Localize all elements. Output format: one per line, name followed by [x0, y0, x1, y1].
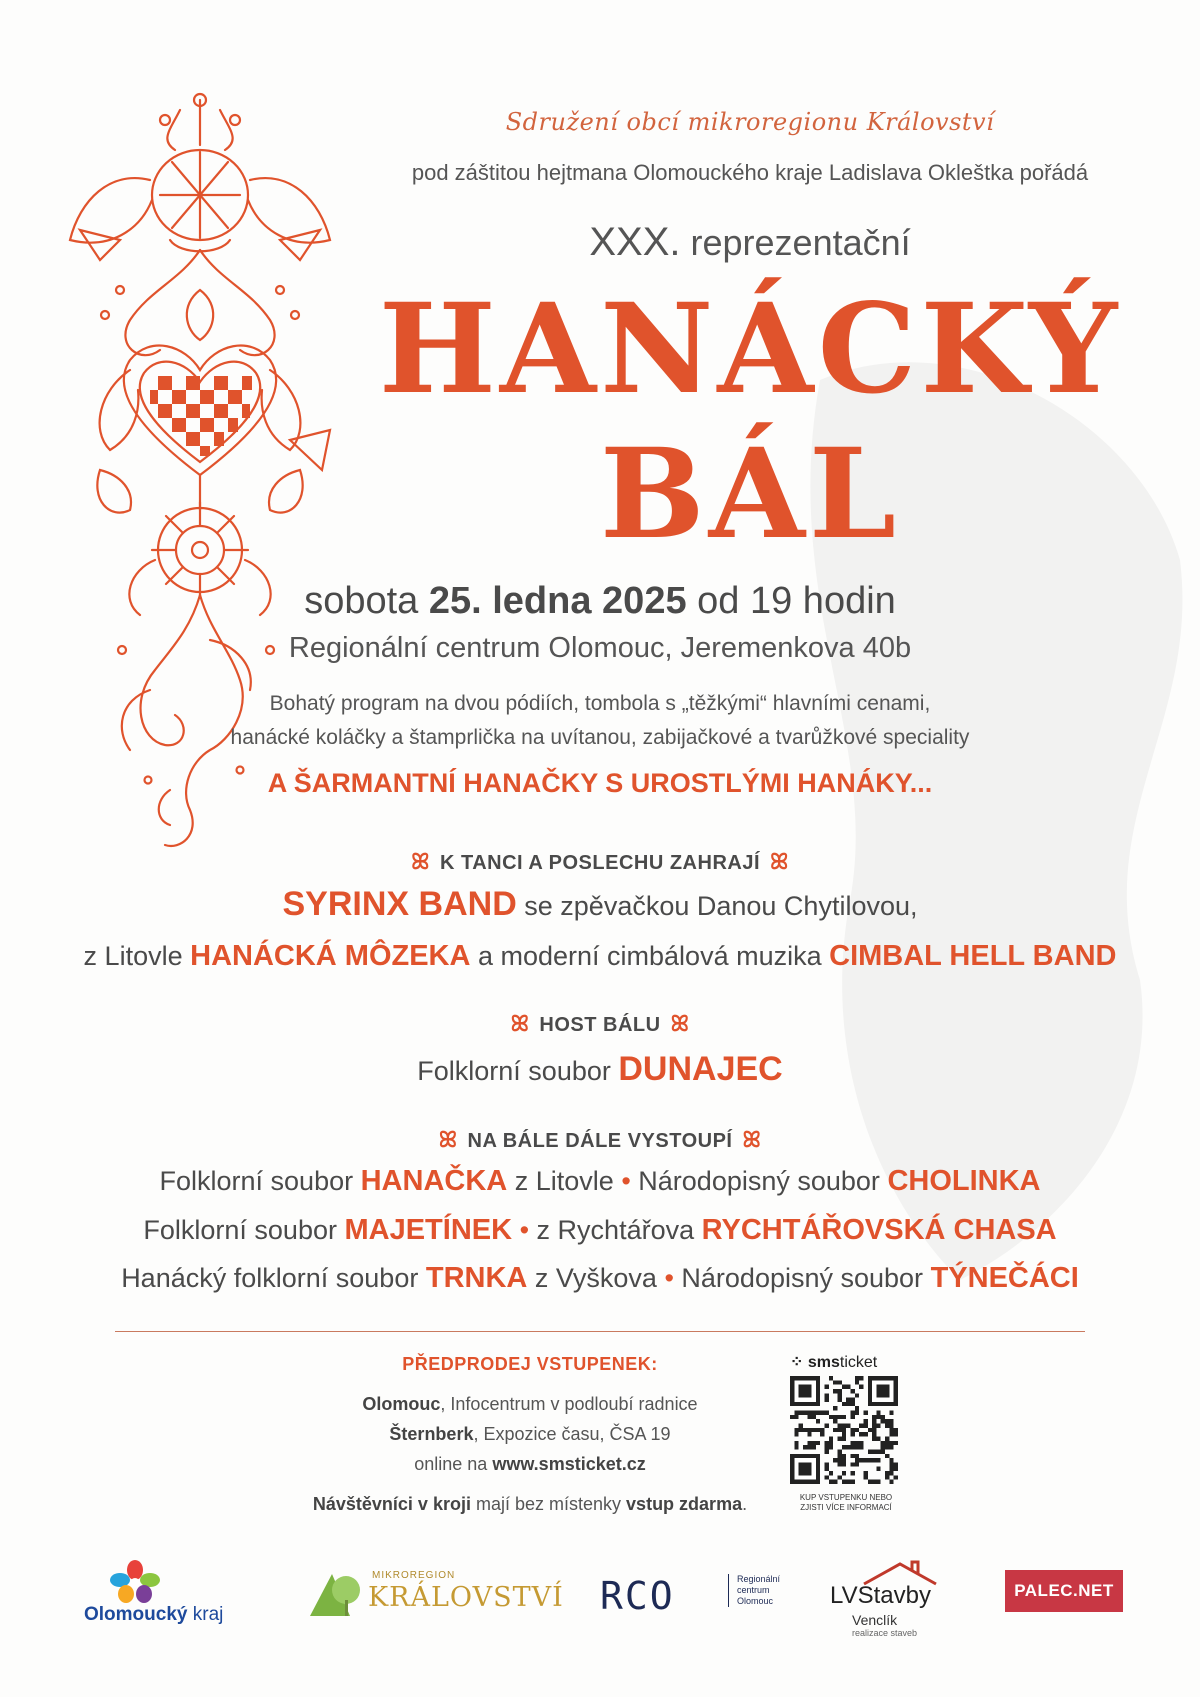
qr-module — [816, 1411, 820, 1415]
qr-module — [807, 1432, 811, 1436]
performer-hanacka: HANAČKA — [360, 1165, 508, 1197]
qr-module — [838, 1398, 842, 1402]
qr-module — [846, 1424, 850, 1428]
qr-module — [889, 1424, 893, 1428]
performer-rychtarovska-chasa: RYCHTÁŘOVSKÁ CHASA — [701, 1214, 1057, 1246]
qr-module — [842, 1428, 846, 1432]
charm-line: A ŠARMANTNÍ HANAČKY S UROSTLÝMI HANÁKY... — [267, 768, 933, 798]
qr-module — [794, 1432, 798, 1436]
qr-module — [842, 1402, 846, 1406]
qr-module — [889, 1458, 893, 1462]
qr-finder — [876, 1385, 889, 1398]
qr-module — [825, 1441, 829, 1445]
qr-module — [855, 1411, 859, 1415]
organizer-name: Sdružení obcí mikroregionu Království — [505, 108, 995, 136]
qr-module — [876, 1449, 880, 1453]
qr-module — [863, 1411, 867, 1415]
qr-module — [825, 1393, 829, 1397]
swirl-left-icon: ꕤ — [510, 1011, 530, 1036]
qr-module — [859, 1376, 863, 1380]
qr-caption: KUP VSTUPENKU NEBO ZJISTI VÍCE INFORMACÍ — [799, 1493, 893, 1512]
free-entry-end: . — [742, 1494, 748, 1514]
qr-module — [855, 1445, 859, 1449]
performer-trnka: TRNKA — [425, 1262, 528, 1294]
qr-module — [889, 1480, 893, 1484]
qr-module — [842, 1445, 846, 1449]
free-entry-what: vstup zdarma — [626, 1494, 743, 1514]
qr-module — [816, 1441, 820, 1445]
qr-module — [833, 1406, 837, 1410]
guest-name: DUNAJEC — [618, 1050, 783, 1088]
rco-logo — [600, 1560, 790, 1630]
qr-module — [881, 1441, 885, 1445]
qr-module — [872, 1428, 876, 1432]
qr-module — [794, 1428, 798, 1432]
event-date — [0, 580, 1200, 623]
band-mozeka-origin: z Litovle — [83, 941, 183, 971]
event-title-line2: BÁL — [599, 422, 901, 567]
swirl-left-icon: ꕤ — [411, 849, 430, 874]
sms-brand-b: ticket — [839, 1354, 878, 1371]
rco-line-3: Olomouc — [737, 1596, 774, 1606]
qr-module — [825, 1449, 829, 1453]
presale-online — [270, 1454, 790, 1475]
qr-module — [842, 1385, 846, 1389]
qr-module — [889, 1462, 893, 1466]
qr-module — [889, 1445, 893, 1449]
ok-word-2: kraj — [192, 1604, 224, 1625]
qr-module — [812, 1441, 816, 1445]
qr-module — [816, 1428, 820, 1432]
qr-module — [803, 1445, 807, 1449]
qr-module — [863, 1458, 867, 1462]
qr-module — [872, 1458, 876, 1462]
qr-module — [889, 1428, 893, 1432]
presale-place: , Infocentrum v podloubí radnice — [440, 1394, 698, 1414]
qr-module — [825, 1411, 829, 1415]
qr-module — [850, 1411, 854, 1415]
qr-module — [859, 1424, 863, 1428]
event-venue: Regionální centrum Olomouc, Jeremenkova 40b — [288, 632, 912, 664]
qr-module — [833, 1480, 837, 1484]
qr-module — [812, 1445, 816, 1449]
qr-module — [859, 1385, 863, 1389]
qr-module — [894, 1428, 898, 1432]
free-entry-who: Návštěvníci v kroji — [312, 1494, 471, 1514]
qr-module — [855, 1454, 859, 1458]
qr-module — [889, 1471, 893, 1475]
performers-heading — [0, 1127, 1200, 1153]
qr-module — [833, 1419, 837, 1423]
qr-module — [885, 1419, 889, 1423]
qr-module — [855, 1406, 859, 1410]
swirl-right-icon: ꕤ — [742, 1127, 762, 1152]
qr-module — [794, 1415, 798, 1419]
rco-caption — [728, 1574, 780, 1607]
palec-net-logo: PALEC.NET — [1005, 1570, 1123, 1612]
qr-module — [838, 1424, 842, 1428]
qr-module — [868, 1458, 872, 1462]
qr-module — [850, 1471, 854, 1475]
qr-module — [872, 1415, 876, 1419]
qr-module — [833, 1380, 837, 1384]
performer-origin: z Vyškova — [534, 1263, 657, 1293]
qr-module — [842, 1436, 846, 1440]
smsticket-link[interactable]: www.smsticket.cz — [492, 1454, 646, 1474]
qr-module — [838, 1415, 842, 1419]
qr-module — [842, 1458, 846, 1462]
qr-finder — [799, 1385, 812, 1398]
qr-module — [889, 1441, 893, 1445]
lv-tagline: realizace staveb — [852, 1628, 918, 1638]
qr-module — [842, 1480, 846, 1484]
qr-module — [885, 1454, 889, 1458]
qr-module — [872, 1480, 876, 1484]
qr-module — [829, 1441, 833, 1445]
qr-module — [885, 1436, 889, 1440]
qr-module — [794, 1441, 798, 1445]
qr-module — [894, 1475, 898, 1479]
qr-module — [863, 1432, 867, 1436]
kralovstvi-logo — [310, 1560, 564, 1630]
qr-module — [846, 1385, 850, 1389]
qr-module — [859, 1441, 863, 1445]
qr-module — [820, 1428, 824, 1432]
qr-module — [876, 1436, 880, 1440]
olomoucky-kraj-logo — [80, 1560, 270, 1630]
performer-origin: z Rychtářova — [536, 1215, 695, 1245]
qr-module — [799, 1411, 803, 1415]
bullet-separator: • — [621, 1166, 631, 1196]
qr-module — [889, 1432, 893, 1436]
qr-module — [838, 1449, 842, 1453]
sms-brand-a: sms — [807, 1354, 840, 1371]
qr-module — [850, 1462, 854, 1466]
presale-place: , Expozice času, ČSA 19 — [473, 1424, 671, 1444]
band-line-2 — [0, 940, 1200, 973]
qr-module — [850, 1432, 854, 1436]
qr-module — [838, 1454, 842, 1458]
event-title-line1: HANÁCKÝ — [378, 277, 1122, 422]
qr-module — [816, 1419, 820, 1423]
flower-icon — [100, 1560, 170, 1606]
qr-module — [829, 1415, 833, 1419]
qr-module — [833, 1389, 837, 1393]
qr-module — [833, 1415, 837, 1419]
bullet-separator: • — [519, 1215, 530, 1245]
sms-dots-icon: ⁘ — [790, 1354, 804, 1371]
band-cimbal-hell: CIMBAL HELL BAND — [829, 940, 1117, 972]
qr-module — [838, 1436, 842, 1440]
qr-module — [825, 1398, 829, 1402]
date-day: sobota — [304, 580, 419, 622]
qr-module — [863, 1419, 867, 1423]
qr-module — [855, 1462, 859, 1466]
qr-module — [881, 1415, 885, 1419]
qr-module — [850, 1389, 854, 1393]
date-time: od 19 hodin — [697, 580, 896, 622]
qr-finder — [799, 1462, 812, 1475]
smsticket-logo — [790, 1352, 910, 1372]
ok-word-1: Olomoucký — [84, 1604, 188, 1625]
qr-module — [825, 1385, 829, 1389]
qr-module — [894, 1432, 898, 1436]
qr-module — [885, 1445, 889, 1449]
performer-origin: z Litovle — [514, 1166, 614, 1196]
band-cimbal-desc: a moderní cimbálová muzika — [477, 941, 822, 971]
qr-module — [820, 1411, 824, 1415]
qr-module — [881, 1449, 885, 1453]
qr-module — [889, 1411, 893, 1415]
qr-module — [838, 1380, 842, 1384]
qr-module — [863, 1471, 867, 1475]
swirl-left-icon: ꕤ — [438, 1127, 458, 1152]
qr-module — [850, 1441, 854, 1445]
qr-module — [842, 1471, 846, 1475]
qr-module — [885, 1441, 889, 1445]
qr-module — [859, 1445, 863, 1449]
lv-stavby-logo — [830, 1560, 970, 1638]
performers-line-3 — [0, 1262, 1200, 1295]
qr-module — [876, 1458, 880, 1462]
qr-module — [820, 1432, 824, 1436]
qr-module — [838, 1389, 842, 1393]
qr-module — [872, 1424, 876, 1428]
presale-sternberk — [270, 1424, 790, 1445]
qr-module — [885, 1475, 889, 1479]
smsticket-block — [790, 1352, 910, 1513]
band-line-1 — [0, 885, 1200, 924]
qr-module — [868, 1428, 872, 1432]
qr-module — [833, 1428, 837, 1432]
program-line-2: hanácké koláčky a štamprlička na uvítanou, zabijačkové a tvarůžkové speciality — [230, 726, 970, 749]
lv-sub-block — [852, 1612, 917, 1638]
qr-module — [872, 1432, 876, 1436]
qr-module — [807, 1415, 811, 1419]
rco-line-2: centrum — [737, 1585, 770, 1595]
qr-module — [872, 1419, 876, 1423]
qr-module — [872, 1436, 876, 1440]
rco-mark: RCO — [600, 1574, 675, 1618]
qr-module — [807, 1411, 811, 1415]
guest-heading — [0, 1011, 1200, 1037]
performer-type: Národopisný soubor — [681, 1263, 924, 1293]
qr-module — [846, 1398, 850, 1402]
qr-module — [803, 1428, 807, 1432]
qr-module — [881, 1419, 885, 1423]
qr-module — [876, 1411, 880, 1415]
lv-venclik: Venclík — [852, 1612, 898, 1628]
performer-type: Národopisný soubor — [638, 1166, 880, 1196]
bullet-separator: • — [664, 1263, 674, 1293]
qr-module — [812, 1411, 816, 1415]
qr-module — [842, 1454, 846, 1458]
qr-module — [850, 1402, 854, 1406]
qr-module — [876, 1415, 880, 1419]
edition-line — [330, 220, 1170, 265]
qr-module — [868, 1480, 872, 1484]
qr-module — [855, 1376, 859, 1380]
qr-module — [825, 1424, 829, 1428]
kralovstvi-big: KRÁLOVSTVÍ — [368, 1582, 564, 1613]
qr-module — [863, 1475, 867, 1479]
guest-heading-text: HOST BÁLU — [539, 1014, 661, 1036]
qr-module — [838, 1475, 842, 1479]
qr-module — [829, 1471, 833, 1475]
qr-module — [838, 1428, 842, 1432]
qr-module — [850, 1398, 854, 1402]
swirl-right-icon: ꕤ — [770, 849, 789, 874]
qr-module — [790, 1415, 794, 1419]
edition-number: XXX. — [589, 220, 681, 264]
presale-online-label: online na — [414, 1454, 488, 1474]
patronage-line: pod záštitou hejtmana Olomouckého kraje Ladislava Okleštka pořádá — [411, 160, 1089, 185]
presale-olomouc — [270, 1394, 790, 1415]
performer-type: Folklorní soubor — [143, 1215, 337, 1245]
qr-module — [885, 1424, 889, 1428]
qr-module — [894, 1462, 898, 1466]
qr-module — [842, 1462, 846, 1466]
free-entry-note — [270, 1494, 790, 1515]
qr-module — [876, 1480, 880, 1484]
qr-module — [833, 1458, 837, 1462]
qr-module — [876, 1424, 880, 1428]
band-mozeka: HANÁCKÁ MÔZEKA — [190, 940, 471, 972]
rco-line-1: Regionální — [737, 1574, 781, 1584]
qr-module — [855, 1458, 859, 1462]
qr-module — [889, 1467, 893, 1471]
qr-module — [846, 1480, 850, 1484]
qr-module — [881, 1445, 885, 1449]
program-line-1: Bohatý program na dvou pódiích, tombola s „těžkými“ hlavními cenami, — [269, 692, 931, 715]
qr-module — [863, 1424, 867, 1428]
qr-module — [859, 1432, 863, 1436]
qr-module — [894, 1441, 898, 1445]
performer-type: Folklorní soubor — [159, 1166, 354, 1196]
qr-module — [825, 1475, 829, 1479]
date-main: 25. ledna 2025 — [428, 580, 687, 622]
qr-module — [859, 1458, 863, 1462]
free-entry-mid: mají bez místenky — [475, 1494, 622, 1514]
trees-icon — [310, 1568, 366, 1618]
qr-module — [803, 1411, 807, 1415]
music-heading — [0, 849, 1200, 875]
performers-heading-text: NA BÁLE DÁLE VYSTOUPÍ — [467, 1130, 733, 1152]
qr-module — [850, 1428, 854, 1432]
qr-module — [825, 1467, 829, 1471]
qr-module — [799, 1428, 803, 1432]
guest-line — [0, 1050, 1200, 1089]
qr-module — [850, 1480, 854, 1484]
qr-module — [885, 1471, 889, 1475]
band-syrinx: SYRINX BAND — [282, 885, 517, 923]
qr-module — [855, 1393, 859, 1397]
qr-module — [825, 1462, 829, 1466]
qr-module — [799, 1424, 803, 1428]
qr-module — [855, 1441, 859, 1445]
qr-module — [850, 1445, 854, 1449]
qr-module — [855, 1428, 859, 1432]
performer-cholinka: CHOLINKA — [887, 1165, 1041, 1197]
swirl-right-icon: ꕤ — [670, 1011, 690, 1036]
qr-module — [850, 1415, 854, 1419]
performer-tynecaci: TÝNEČÁCI — [930, 1262, 1079, 1294]
qr-module — [812, 1428, 816, 1432]
guest-type: Folklorní soubor — [417, 1056, 611, 1086]
qr-module — [872, 1449, 876, 1453]
edition-label: reprezentační — [690, 222, 911, 263]
performer-majetinek: MAJETÍNEK — [344, 1214, 513, 1246]
qr-module — [807, 1428, 811, 1432]
qr-module — [894, 1467, 898, 1471]
qr-module — [807, 1445, 811, 1449]
qr-module — [842, 1415, 846, 1419]
presale-city: Šternberk — [389, 1424, 474, 1444]
qr-module — [829, 1480, 833, 1484]
qr-module — [838, 1393, 842, 1397]
qr-module — [825, 1445, 829, 1449]
olomoucky-kraj-text — [84, 1604, 223, 1626]
presale-city: Olomouc — [362, 1394, 441, 1414]
qr-module — [807, 1441, 811, 1445]
qr-module — [812, 1415, 816, 1419]
qr-module — [842, 1432, 846, 1436]
qr-module — [829, 1436, 833, 1440]
qr-module — [855, 1380, 859, 1384]
lv-stavby-text: LVStavby — [830, 1582, 931, 1609]
band-syrinx-note: se zpěvačkou Danou Chytilovou, — [524, 891, 918, 921]
performers-line-2 — [0, 1214, 1200, 1247]
performers-line-1 — [0, 1165, 1200, 1198]
music-heading-text: K TANCI A POSLECHU ZAHRAJÍ — [439, 852, 761, 874]
divider — [115, 1331, 1085, 1332]
kralovstvi-small: MIKROREGION — [372, 1570, 456, 1581]
qr-module — [829, 1376, 833, 1380]
performer-type: Hanácký folklorní soubor — [121, 1263, 419, 1293]
qr-module — [868, 1449, 872, 1453]
qr-module — [842, 1424, 846, 1428]
qr-code-icon[interactable] — [790, 1376, 898, 1484]
qr-module — [850, 1454, 854, 1458]
qr-module — [846, 1445, 850, 1449]
qr-module — [838, 1458, 842, 1462]
qr-module — [794, 1445, 798, 1449]
qr-module — [846, 1402, 850, 1406]
qr-module — [794, 1411, 798, 1415]
qr-module — [829, 1445, 833, 1449]
qr-module — [889, 1419, 893, 1423]
qr-module — [876, 1467, 880, 1471]
presale-heading: PŘEDPRODEJ VSTUPENEK: — [402, 1354, 658, 1374]
qr-module — [838, 1462, 842, 1466]
